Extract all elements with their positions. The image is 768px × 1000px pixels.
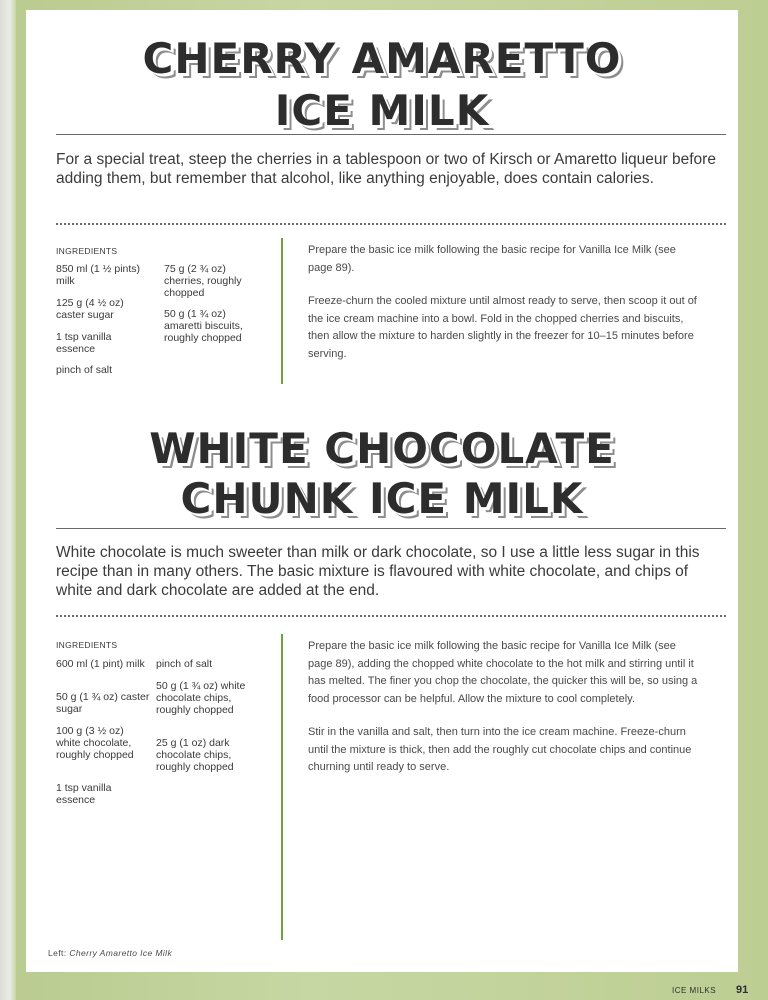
recipe-1-ingredient: 850 ml (1 ½ pints) milk — [56, 263, 141, 287]
recipe-1-ingredient: 50 g (1 ¾ oz) amaretti biscuits, roughly chopped — [164, 308, 243, 344]
recipe-2-title-line-2: CHUNK ICE MILK — [180, 474, 584, 523]
recipe-1-ingredient: pinch of salt — [56, 364, 113, 376]
recipe-2-ingredient: 1 tsp vanilla essence — [56, 782, 112, 806]
recipe-1-method — [308, 242, 698, 379]
recipe-1-title-line-1: CHERRY AMARETTO — [142, 34, 622, 83]
recipe-1-ingredient: 125 g (4 ½ oz) caster sugar — [56, 297, 124, 321]
recipe-2-ingredients-label: INGREDIENTS — [56, 640, 118, 650]
page-gutter-shadow — [0, 0, 16, 1000]
page-sheet — [26, 10, 738, 972]
recipe-2-intro: White chocolate is much sweeter than milk or dark chocolate, so I use a little less sugar in this recipe than in many others. The basic mixture is flavoured with white chocolate, and chips of white and dark chocolate are added at the end. — [56, 544, 700, 599]
recipe-1-divider — [281, 238, 283, 384]
recipe-1-title-line-2: ICE MILK — [274, 86, 490, 135]
page-number: 91 — [736, 984, 749, 996]
recipe-1-title-rule — [56, 134, 726, 135]
recipe-1-method-paragraph: Prepare the basic ice milk following the basic recipe for Vanilla Ice Milk (see page 89). — [308, 244, 676, 274]
recipe-2-ingredient: 50 g (1 ¾ oz) white chocolate chips, roughly chopped — [156, 680, 246, 716]
recipe-2-title-line-1: WHITE CHOCOLATE — [149, 424, 615, 473]
recipe-1-ingredients-label: INGREDIENTS — [56, 246, 118, 256]
recipe-2-ingredient: 50 g (1 ¾ oz) caster sugar — [56, 691, 150, 715]
recipe-1-intro: For a special treat, steep the cherries in a tablespoon or two of Kirsch or Amaretto liqueur before adding them, but remember that alcohol, like anything enjoyable, does contain calories. — [56, 151, 716, 187]
running-footer-section: ICE MILKS — [672, 986, 717, 995]
recipe-2-ingredient: 100 g (3 ½ oz) white chocolate, roughly chopped — [56, 725, 134, 761]
recipe-1-ingredient: 75 g (2 ¾ oz) cherries, roughly chopped — [164, 263, 242, 299]
recipe-2-method — [308, 638, 698, 793]
recipe-2-method-paragraph: Prepare the basic ice milk following the basic recipe for Vanilla Ice Milk (see page 89), adding the chopped white chocolate to the hot milk and stirring until it has melted. The finer you chop the chocolate, the quicker this will be, so using a food processor can be helpful. Allow the mixture to cool completely. — [308, 640, 698, 705]
recipe-2-title-rule — [56, 528, 726, 529]
photo-caption-prefix: Left: — [48, 948, 70, 958]
recipe-2-ingredient: pinch of salt — [156, 658, 213, 670]
recipe-2-dotted-rule — [56, 615, 726, 617]
recipe-1-dotted-rule — [56, 223, 726, 225]
photo-caption — [48, 948, 172, 958]
recipe-2-divider — [281, 634, 283, 940]
photo-caption-title: Cherry Amaretto Ice Milk — [69, 948, 173, 958]
recipe-1-ingredient: 1 tsp vanilla essence — [56, 331, 112, 355]
recipe-2-ingredient: 600 ml (1 pint) milk — [56, 658, 145, 670]
recipe-1-method-paragraph: Freeze-churn the cooled mixture until almost ready to serve, then scoop it out of the ice cream machine into a bowl. Fold in the chopped cherries and biscuits, then allow the mixture to harden slightly in the freezer for 10–15 minutes before serving. — [308, 295, 697, 360]
recipe-2-ingredient: 25 g (1 oz) dark chocolate chips, roughly chopped — [156, 737, 234, 773]
recipe-2-method-paragraph: Stir in the vanilla and salt, then turn into the ice cream machine. Freeze-churn until the mixture is thick, then add the roughly cut chocolate chips and continue churning until ready to serve. — [308, 726, 692, 773]
